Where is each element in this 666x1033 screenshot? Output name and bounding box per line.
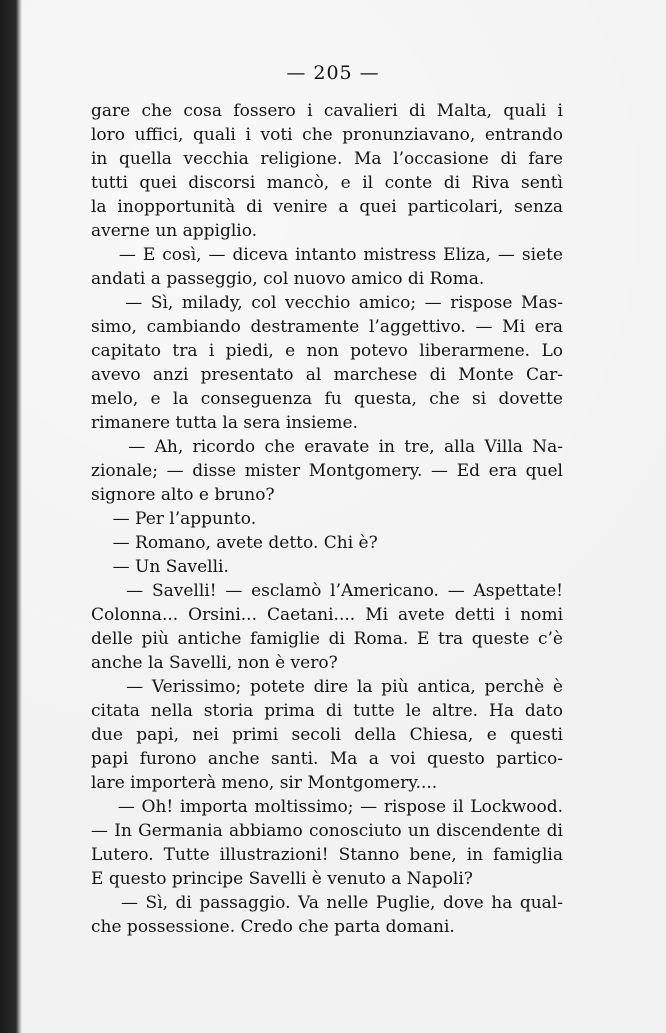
- text-line: — Un Savelli.: [91, 557, 229, 577]
- page-number: — 205 —: [286, 62, 380, 84]
- text-line: signore alto e bruno?: [91, 485, 275, 505]
- text-line: che possessione. Credo che parta domani.: [91, 917, 455, 937]
- text-line: E questo principe Savelli è venuto a Napoli?: [91, 869, 473, 889]
- text-line: melo, e la conseguenza fu questa, che si dovette: [91, 389, 563, 409]
- body-text: [91, 99, 563, 939]
- text-line: — E così, — diceva intanto mistress Eliza, — siete: [91, 245, 563, 265]
- binding-shadow: [0, 0, 22, 1033]
- text-line: delle più antiche famiglie di Roma. E tra queste c’è: [91, 629, 563, 649]
- text-line: la inopportunità di venire a quei particolari, senza: [91, 197, 563, 217]
- text-line: Lutero. Tutte illustrazioni! Stanno bene, in famiglia: [91, 845, 563, 865]
- text-line: lare importerà meno, sir Montgomery....: [91, 773, 438, 793]
- text-line: in quella vecchia religione. Ma l’occasione di fare: [91, 149, 563, 169]
- text-line: citata nella storia prima di tutte le altre. Ha dato: [91, 701, 563, 721]
- text-line: averne un appiglio.: [91, 221, 258, 241]
- text-line: Colonna... Orsini... Caetani.... Mi avete detti i nomi: [91, 605, 563, 625]
- text-line: papi furono anche santi. Ma a voi questo partico-: [91, 749, 563, 769]
- text-line: — Oh! importa moltissimo; — rispose il Lockwood.: [91, 797, 563, 817]
- text-line: — Sì, milady, col vecchio amico; — rispose Mas-: [91, 293, 563, 313]
- text-line: — Ah, ricordo che eravate in tre, alla Villa Na-: [91, 437, 563, 457]
- text-line: capitato tra i piedi, e non potevo liberarmene. Lo: [91, 341, 563, 361]
- text-line: andati a passeggio, col nuovo amico di Roma.: [91, 269, 485, 289]
- text-line: — Savelli! — esclamò l’Americano. — Aspettate!: [91, 581, 563, 601]
- text-line: — Per l’appunto.: [91, 509, 257, 529]
- text-line: due papi, nei primi secoli della Chiesa, e questi: [91, 725, 563, 745]
- text-line: — Verissimo; potete dire la più antica, perchè è: [91, 677, 563, 697]
- text-line: simo, cambiando destramente l’aggettivo. — Mi era: [91, 317, 563, 337]
- text-line: — Romano, avete detto. Chi è?: [91, 533, 378, 553]
- text-line: gare che cosa fossero i cavalieri di Malta, quali i: [91, 101, 563, 121]
- text-line: avevo anzi presentato al marchese di Monte Car-: [91, 365, 563, 385]
- text-line: anche la Savelli, non è vero?: [91, 653, 338, 673]
- text-line: zionale; — disse mister Montgomery. — Ed era quel: [91, 461, 563, 481]
- text-line: tutti quei discorsi mancò, e il conte di Riva sentì: [91, 173, 563, 193]
- text-line: — In Germania abbiamo conosciuto un discendente di: [91, 821, 563, 841]
- text-line: rimanere tutta la sera insieme.: [91, 413, 359, 433]
- text-line: — Sì, di passaggio. Va nelle Puglie, dove ha qual-: [91, 893, 563, 913]
- text-line: loro uffici, quali i voti che pronunziavano, entrando: [91, 125, 563, 145]
